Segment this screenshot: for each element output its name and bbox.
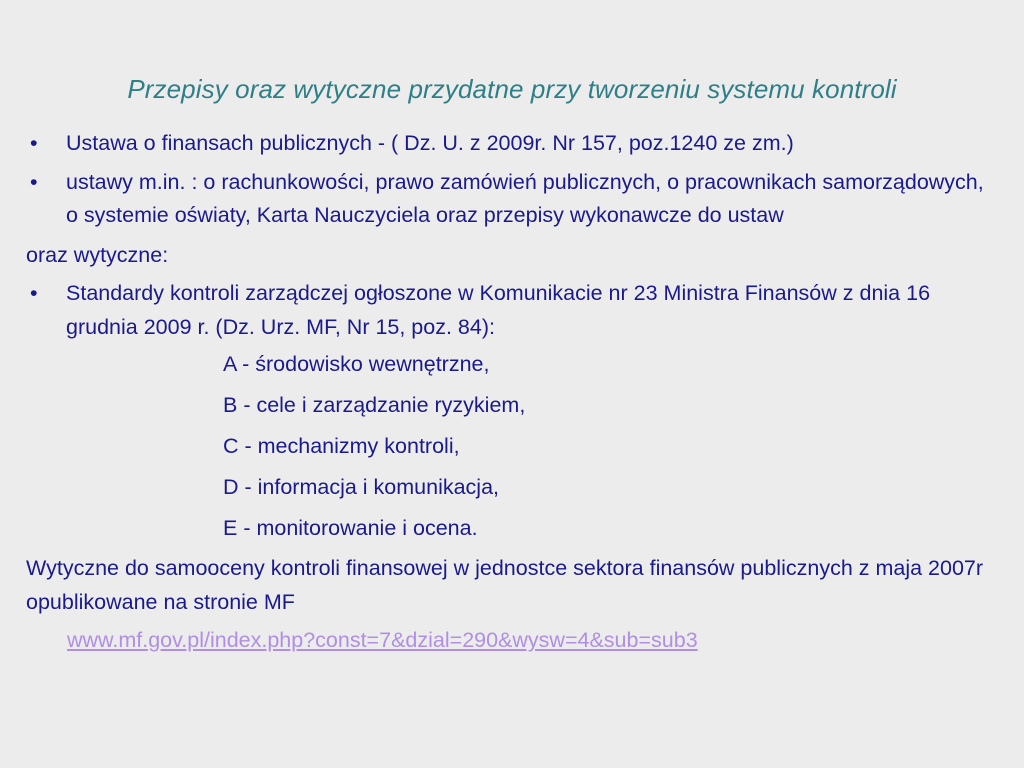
bullet-item-standards xyxy=(26,276,1001,344)
standards-list-item: E - monitorowanie i ocena. xyxy=(223,516,478,540)
bullet-icon: • xyxy=(30,131,38,155)
bullet-text: Standardy kontroli zarządczej ogłoszone w Komunikacie nr 23 Ministra Finansów z dnia 16 grudnia 2009 r. (Dz. Urz. MF, Nr 15, poz. 84): xyxy=(66,281,931,339)
standards-list-item: C - mechanizmy kontroli, xyxy=(223,434,460,458)
slide-title: Przepisy oraz wytyczne przydatne przy tworzeniu systemu kontroli xyxy=(127,74,897,104)
bullet-icon: • xyxy=(30,170,38,194)
slide-content xyxy=(26,126,1001,657)
self-assessment-text: Wytyczne do samooceny kontroli finansowej w jednostce sektora finansów publicznych z maja 2007r opublikowane na stronie MF xyxy=(26,556,984,614)
bullet-text: Ustawa o finansach publicznych - ( Dz. U. z 2009r. Nr 157, poz.1240 ze zm.) xyxy=(66,131,794,155)
mf-website-link[interactable]: www.mf.gov.pl/index.php?const=7&dzial=290&wysw=4&sub=sub3 xyxy=(67,628,698,652)
bullet-item-public-finance-act xyxy=(26,126,1001,160)
bullet-item-other-acts xyxy=(26,166,1001,232)
standards-list-item: B - cele i zarządzanie ryzykiem, xyxy=(223,393,526,417)
link-line xyxy=(26,623,1001,657)
bullet-text: ustawy m.in. : o rachunkowości, prawo zamówień publicznych, o pracownikach samorządowych, o systemie oświaty, Karta Nauczyciela oraz przepisy wykonawcze do ustaw xyxy=(66,170,984,227)
standards-list xyxy=(26,344,1001,549)
bullet-icon: • xyxy=(30,281,38,305)
guidelines-intro: oraz wytyczne: xyxy=(26,243,169,267)
standards-list-item: A - środowisko wewnętrzne, xyxy=(223,352,490,376)
standards-list-item: D - informacja i komunikacja, xyxy=(223,475,500,499)
